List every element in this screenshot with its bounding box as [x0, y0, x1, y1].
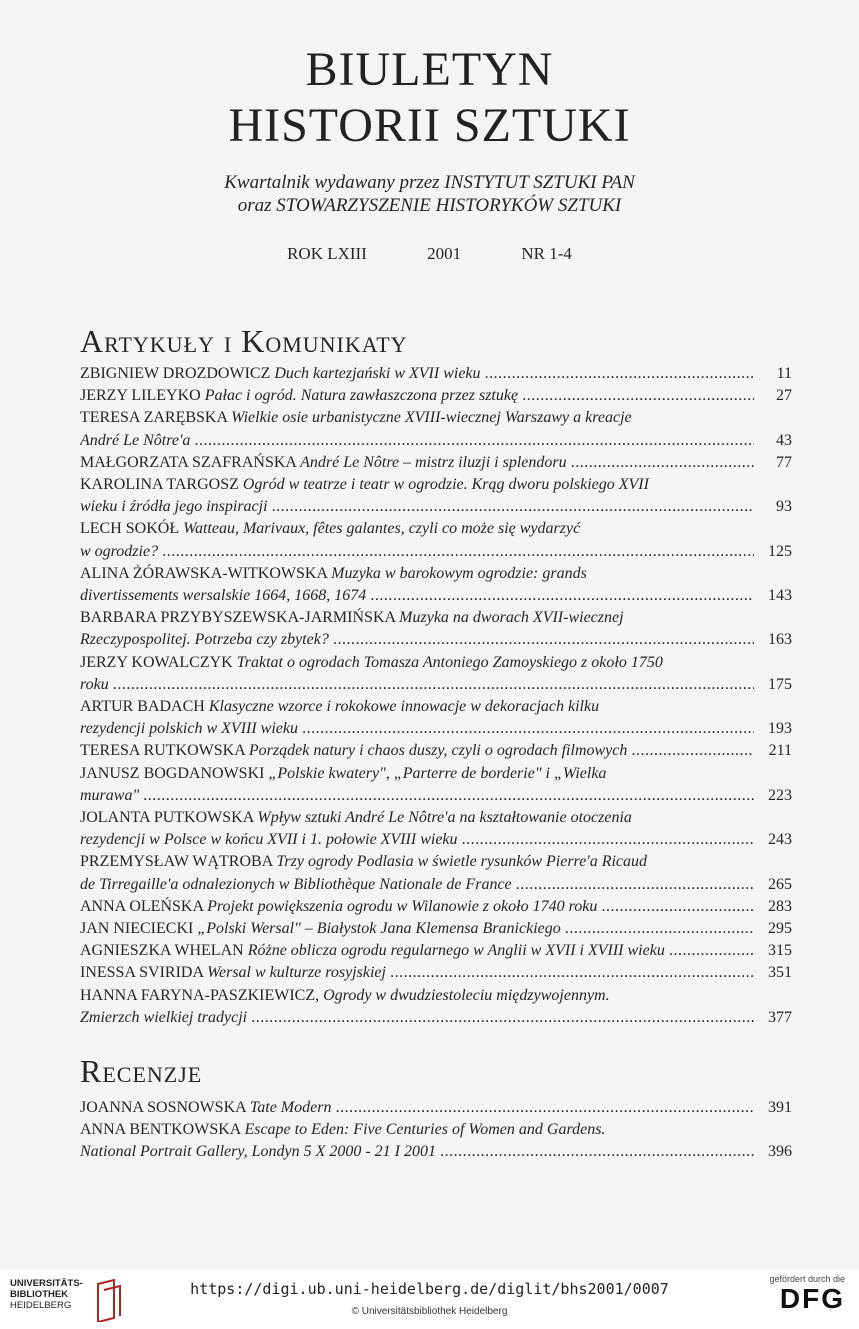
toc-title: Rzeczypospolitej. Potrzeba czy zbytek? ..... — [80, 631, 754, 648]
toc-author: ARTUR BADACH — [80, 698, 205, 716]
toc-title: Traktat o ogrodach Tomasza Antoniego Zamoyskiego z około 1750 — [236, 653, 663, 671]
toc-page-number: 211 — [768, 742, 792, 760]
toc-page-number: 27 — [776, 387, 792, 405]
toc-title: w ogrodzie? ..... — [80, 543, 754, 560]
toc-entry-line — [80, 363, 754, 385]
toc-entry-line — [80, 585, 754, 607]
library-name-line1: UNIVERSITÄTS- — [10, 1278, 83, 1289]
toc-title: wieku i źródła jego inspiracji ..... — [80, 498, 754, 515]
toc-entry-line — [80, 652, 792, 674]
toc-entry[interactable] — [80, 763, 792, 807]
page-url-link[interactable]: https://digi.ub.uni-heidelberg.de/diglit/bhs2001/0007 — [190, 1280, 669, 1298]
toc-title: Różne oblicza ogrodu regularnego w Anglii w XVII i XVIII wieku ..... — [248, 942, 754, 959]
toc-entry[interactable] — [80, 985, 792, 1029]
toc-title: „Polski Wersal" – Białystok Jana Klemensa Branickiego ..... — [197, 920, 754, 937]
toc-title: roku ..... — [80, 676, 754, 693]
toc-entry-line — [80, 1097, 754, 1119]
toc-title: Wielkie osie urbanistyczne XVIII-wiecznej Warszawy a kreacje — [231, 409, 632, 427]
toc-title: Wersal w kulturze rosyjskiej ..... — [207, 964, 754, 981]
toc-entry[interactable] — [80, 696, 792, 740]
funder-name: DFG — [779, 1283, 845, 1314]
toc-title: Wpływ sztuki André Le Nôtre'a na kształtowanie otoczenia — [257, 809, 632, 827]
dfg-logo[interactable] — [759, 1274, 845, 1314]
toc-entry[interactable] — [80, 962, 792, 984]
journal-subtitle-line2: oraz STOWARZYSZENIE HISTORYKÓW SZTUKI — [237, 195, 622, 216]
toc-entry-line — [80, 674, 754, 696]
toc-title: Muzyka w barokowym ogrodzie: grands — [331, 564, 587, 582]
toc-title: Zmierzch wielkiej tradycji ..... — [80, 1009, 754, 1026]
toc-title: Projekt powiększenia ogrodu w Wilanowie z około 1740 roku ..... — [207, 898, 754, 915]
toc-entry[interactable] — [80, 896, 792, 918]
toc-entry[interactable] — [80, 407, 792, 451]
section-heading-articles: Artykuły i Komunikaty — [80, 323, 408, 359]
toc-author: BARBARA PRZYBYSZEWSKA-JARMIŃSKA — [80, 609, 396, 627]
toc-title: Ogrody w dwudziestoleciu międzywojennym. — [323, 986, 610, 1004]
toc-title: Muzyka na dworach XVII-wiecznej — [399, 609, 624, 627]
toc-page-number: 295 — [768, 920, 792, 938]
toc-page-number: 377 — [768, 1008, 792, 1026]
journal-subtitle-line1: Kwartalnik wydawany przez INSTYTUT SZTUKI PAN — [224, 172, 635, 193]
toc-entry-line — [80, 985, 792, 1007]
toc-author: JOLANTA PUTKOWSKA — [80, 809, 254, 827]
toc-entry[interactable] — [80, 385, 792, 407]
toc-author: JERZY LILEYKO — [80, 387, 201, 405]
toc-page-number: 391 — [768, 1099, 792, 1116]
toc-author: AGNIESZKA WHELAN — [80, 942, 244, 960]
toc-entry-line — [80, 1119, 792, 1141]
toc-title: Watteau, Marivaux, fêtes galantes, czyli co może się wydarzyć — [183, 520, 581, 538]
toc-entry[interactable] — [80, 563, 792, 607]
toc-page-number: 93 — [776, 498, 792, 516]
toc-entry[interactable] — [80, 652, 792, 696]
toc-entry-line — [80, 496, 754, 518]
toc-author: MAŁGORZATA SZAFRAŃSKA — [80, 453, 297, 471]
toc-entry-line — [80, 541, 754, 563]
toc-entry[interactable] — [80, 452, 792, 474]
toc-page-number: 175 — [768, 675, 792, 693]
journal-title-line2: HISTORII SZTUKI — [228, 99, 631, 152]
library-name-line3: HEIDELBERG — [10, 1300, 72, 1311]
toc-page-number: 125 — [768, 542, 792, 560]
issue-year: 2001 — [427, 244, 462, 263]
toc-page-number: 265 — [768, 875, 792, 893]
toc-title: André Le Nôtre – mistrz iluzji i splendoru ..... — [300, 454, 754, 471]
toc-entry-line — [80, 874, 754, 896]
issue-info — [0, 244, 859, 264]
toc-page-number: 396 — [768, 1143, 792, 1161]
toc-entry[interactable] — [80, 851, 792, 895]
toc-title: de Tirregaille'a odnalezionych w Bibliothèque Nationale de France ..... — [80, 876, 754, 893]
toc-entry-line — [80, 1007, 754, 1029]
toc-title: murawa" ..... — [80, 787, 754, 804]
toc-entry-line — [80, 629, 754, 651]
toc-entry[interactable] — [80, 363, 792, 385]
journal-title-line1: BIULETYN — [305, 43, 554, 96]
toc-author: ANNA OLEŃSKA — [80, 897, 204, 915]
toc-entry[interactable] — [80, 1097, 792, 1119]
toc-entry[interactable] — [80, 474, 792, 518]
toc-author: ANNA BENTKOWSKA — [80, 1121, 241, 1139]
toc-title: Klasyczne wzorce i rokokowe innowacje w dekoracjach kilku — [208, 698, 600, 716]
toc-author: JOANNA SOSNOWSKA — [80, 1099, 246, 1116]
toc-author: INESSA SVIRIDA — [80, 964, 204, 982]
toc-title: „Polskie kwatery", „Parterre de borderie" i „Wielka — [268, 764, 607, 782]
toc-page-number: 163 — [768, 631, 792, 649]
toc-author: KAROLINA TARGOSZ — [80, 476, 239, 494]
toc-entry-line — [80, 407, 792, 429]
copyright-text: © Universitätsbibliothek Heidelberg — [351, 1306, 508, 1317]
toc-title: rezydencji polskich w XVIII wieku ..... — [80, 720, 754, 737]
toc-entry-line — [80, 607, 792, 629]
toc-title: Porządek natury i chaos duszy, czyli o ogrodach filmowych ..... — [249, 742, 754, 759]
toc-title: divertissements wersalskie 1664, 1668, 1674 ..... — [80, 587, 754, 604]
volume-number: ROK LXIII — [287, 244, 367, 263]
toc-entry-line — [80, 430, 754, 452]
library-name-line2: BIBLIOTHEK — [10, 1289, 69, 1300]
toc-page-number: 243 — [768, 831, 792, 849]
toc-entry[interactable] — [80, 807, 792, 851]
toc-entry-line — [80, 718, 754, 740]
toc-entry-line — [80, 740, 754, 762]
toc-title: Ogród w teatrze i teatr w ogrodzie. Krąg dworu polskiego XVII — [242, 476, 649, 494]
toc-title: Pałac i ogród. Natura zawłaszczona przez sztukę ..... — [205, 387, 754, 404]
toc-entry-line — [80, 763, 792, 785]
toc-entry[interactable] — [80, 607, 792, 651]
toc-entry-line — [80, 785, 754, 807]
toc-entry-line — [80, 918, 754, 940]
toc-page-number: 315 — [768, 942, 792, 960]
toc-entry-line — [80, 563, 792, 585]
toc-entry[interactable] — [80, 1119, 792, 1163]
toc-author: HANNA FARYNA-PASZKIEWICZ, — [80, 986, 320, 1004]
toc-author: TERESA RUTKOWSKA — [80, 742, 245, 760]
toc-title: Duch kartezjański w XVII wieku ..... — [274, 365, 754, 382]
toc-author: JANUSZ BOGDANOWSKI — [80, 764, 265, 782]
toc-articles — [80, 363, 792, 1029]
toc-author: TERESA ZARĘBSKA — [80, 409, 228, 427]
toc-entry-line — [80, 385, 754, 407]
toc-entry-line — [80, 896, 754, 918]
toc-reviews — [80, 1097, 792, 1164]
toc-entry-line — [80, 807, 792, 829]
toc-entry-line — [80, 1141, 754, 1163]
toc-entry-line — [80, 829, 754, 851]
toc-title: Tate Modern ..... — [250, 1099, 754, 1116]
toc-author: ALINA ŻÓRAWSKA-WITKOWSKA — [80, 564, 328, 582]
toc-entry-line — [80, 474, 792, 496]
toc-title: National Portrait Gallery, Londyn 5 X 2000 - 21 I 2001 ..... — [80, 1143, 754, 1160]
toc-entry-line — [80, 452, 754, 474]
toc-entry-line — [80, 518, 792, 540]
toc-entry[interactable] — [80, 740, 792, 762]
toc-author: ZBIGNIEW DROZDOWICZ — [80, 365, 271, 382]
funder-note: gefördert durch die — [769, 1274, 845, 1284]
toc-title: Escape to Eden: Five Centuries of Women and Gardens. — [244, 1121, 606, 1139]
toc-page-number: 11 — [776, 365, 792, 382]
toc-page-number: 43 — [776, 431, 792, 449]
toc-page-number: 351 — [768, 964, 792, 982]
toc-entry-line — [80, 962, 754, 984]
toc-author: LECH SOKÓŁ — [80, 520, 180, 538]
toc-entry-line — [80, 851, 792, 873]
toc-page-number: 143 — [768, 587, 792, 605]
issue-number: NR 1-4 — [521, 244, 572, 263]
toc-page-number: 77 — [776, 453, 792, 471]
toc-title: André Le Nôtre'a ..... — [80, 432, 754, 449]
toc-title: rezydencji w Polsce w końcu XVII i 1. połowie XVIII wieku ..... — [80, 831, 754, 848]
toc-entry[interactable] — [80, 940, 792, 962]
toc-entry[interactable] — [80, 918, 792, 940]
toc-author: JERZY KOWALCZYK — [80, 653, 233, 671]
toc-entry-line — [80, 696, 792, 718]
toc-title: Trzy ogrody Podlasia w świetle rysunków Pierre'a Ricaud — [276, 853, 648, 871]
toc-page-number: 223 — [768, 786, 792, 804]
toc-entry[interactable] — [80, 518, 792, 562]
toc-author: PRZEMYSŁAW WĄTROBA — [80, 853, 273, 871]
toc-entry-line — [80, 940, 754, 962]
toc-page-number: 193 — [768, 720, 792, 738]
footer-bar — [0, 1270, 859, 1329]
toc-page-number: 283 — [768, 897, 792, 915]
section-heading-reviews: Recenzje — [80, 1053, 203, 1089]
toc-author: JAN NIECIECKI — [80, 920, 194, 938]
